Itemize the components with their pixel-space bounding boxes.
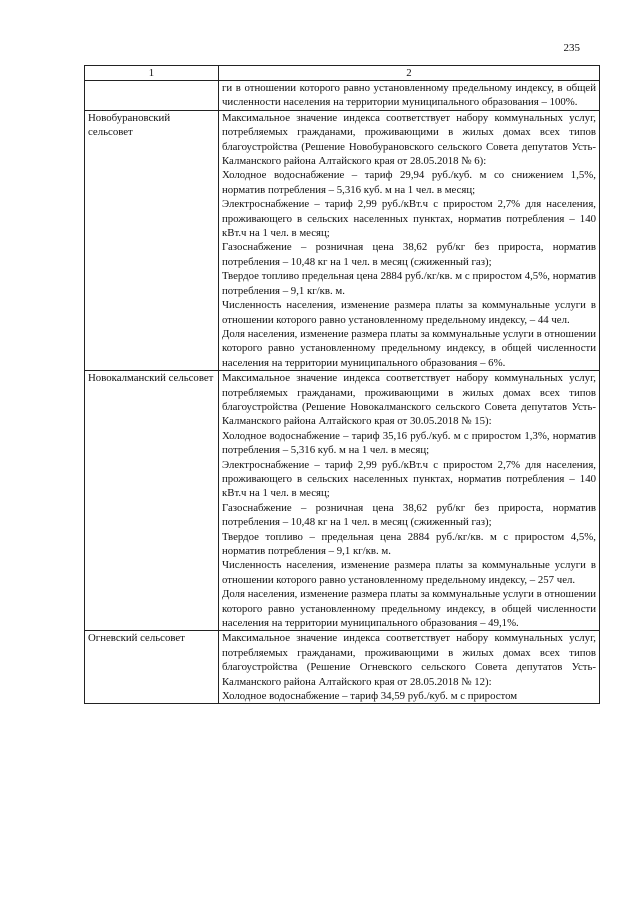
region-name-cell: Новокалманский сельсовет bbox=[85, 371, 219, 631]
table-row bbox=[85, 631, 600, 704]
paragraph: Численность населения, изменение размера платы за коммунальные услуги в отношении которого равно установленному предельному индексу, – 257 чел. bbox=[222, 559, 596, 586]
tariff-table bbox=[84, 65, 600, 704]
region-name-cell bbox=[85, 81, 219, 111]
column-header-1: 1 bbox=[85, 66, 219, 81]
paragraph: Максимальное значение индекса соответствует набору коммунальных услуг, потребляемых гражданами, проживающими в жилых домах всех типов благоустройства (Решение Новокалманского сельского Совета депутатов Усть-Калманского района Алтайского края от 30.05.2018 № 15): bbox=[222, 372, 596, 428]
paragraph: Твердое топливо – предельная цена 2884 руб./кг/кв. м с приростом 4,5%, норматив потребления – 9,1 кг/кв. м. bbox=[222, 530, 596, 557]
table-row bbox=[85, 371, 600, 631]
paragraph: Численность населения, изменение размера платы за коммунальные услуги в отношении которого равно установленному предельному индексу, – 44 чел. bbox=[222, 299, 596, 326]
paragraph: Холодное водоснабжение – тариф 34,59 руб./куб. м с приростом bbox=[222, 690, 518, 703]
paragraph: Электроснабжение – тариф 2,99 руб./кВт.ч с приростом 2,7% для населения, проживающего в сельских населенных пунктах, норматив потребления – 140 кВт.ч на 1 чел. в месяц; bbox=[222, 458, 596, 500]
paragraph: ги в отношении которого равно установленному предельному индексу, в общей численности населения на территории муниципального образования – 100%. bbox=[222, 82, 596, 109]
paragraph: Твердое топливо предельная цена 2884 руб./кг/кв. м с приростом 4,5%, норматив потребления – 9,1 кг/кв. м. bbox=[222, 270, 596, 297]
region-name-cell: Огневский сельсовет bbox=[85, 631, 219, 704]
table-row bbox=[85, 110, 600, 370]
column-header-2: 2 bbox=[219, 66, 600, 81]
paragraph: Максимальное значение индекса соответствует набору коммунальных услуг, потребляемых гражданами, проживающими в жилых домах всех типов благоустройства (Решение Огневского сельского Совета депутатов Усть-Калманского района Алтайского края от 28.05.2018 № 12): bbox=[222, 632, 596, 688]
paragraph: Холодное водоснабжение – тариф 35,16 руб./куб. м с приростом 1,3%, норматив потребления – 5,316 куб. м на 1 чел. в месяц; bbox=[222, 429, 596, 457]
page-number: 235 bbox=[563, 42, 580, 54]
paragraph: Газоснабжение – розничная цена 38,62 руб/кг без прироста, норматив потребления – 10,48 кг на 1 чел. в месяц (сжиженный газ); bbox=[222, 241, 596, 268]
paragraph: Доля населения, изменение размера платы за коммунальные услуги в отношении которого равно установленному предельному индексу, в общей численности населения на территории муниципального образования – 6%. bbox=[222, 327, 596, 369]
description-cell bbox=[219, 371, 600, 631]
paragraph: Холодное водоснабжение – тариф 29,94 руб./куб. м со снижением 1,5%, норматив потребления – 5,316 куб. м на 1 чел. в месяц; bbox=[222, 169, 596, 196]
paragraph: Газоснабжение – розничная цена 38,62 руб/кг без прироста, норматив потребления – 10,48 кг на 1 чел. в месяц (сжиженный газ); bbox=[222, 501, 596, 529]
paragraph: Электроснабжение – тариф 2,99 руб./кВт.ч с приростом 2,7% для населения, проживающего в сельских населенных пунктах, норматив потребления – 140 кВт.ч на 1 чел. в месяц; bbox=[222, 198, 596, 240]
paragraph: Доля населения, изменение размера платы за коммунальные услуги в отношении которого равно установленному предельному индексу, в общей численности населения на территории муниципального образования – 49,1%. bbox=[222, 588, 596, 630]
description-cell bbox=[219, 110, 600, 370]
region-name-cell: Новобурановский сельсовет bbox=[85, 110, 219, 370]
paragraph: Максимальное значение индекса соответствует набору коммунальных услуг, потребляемых гражданами, проживающими в жилых домах всех типов благоустройства (Решение Новобурановского сельского Совета депутатов Усть-Калманского района Алтайского края от 28.05.2018 № 6): bbox=[222, 111, 596, 168]
description-cell bbox=[219, 81, 600, 111]
table-header-row bbox=[85, 66, 600, 81]
description-cell bbox=[219, 631, 600, 704]
table-row-continuation bbox=[85, 81, 600, 111]
